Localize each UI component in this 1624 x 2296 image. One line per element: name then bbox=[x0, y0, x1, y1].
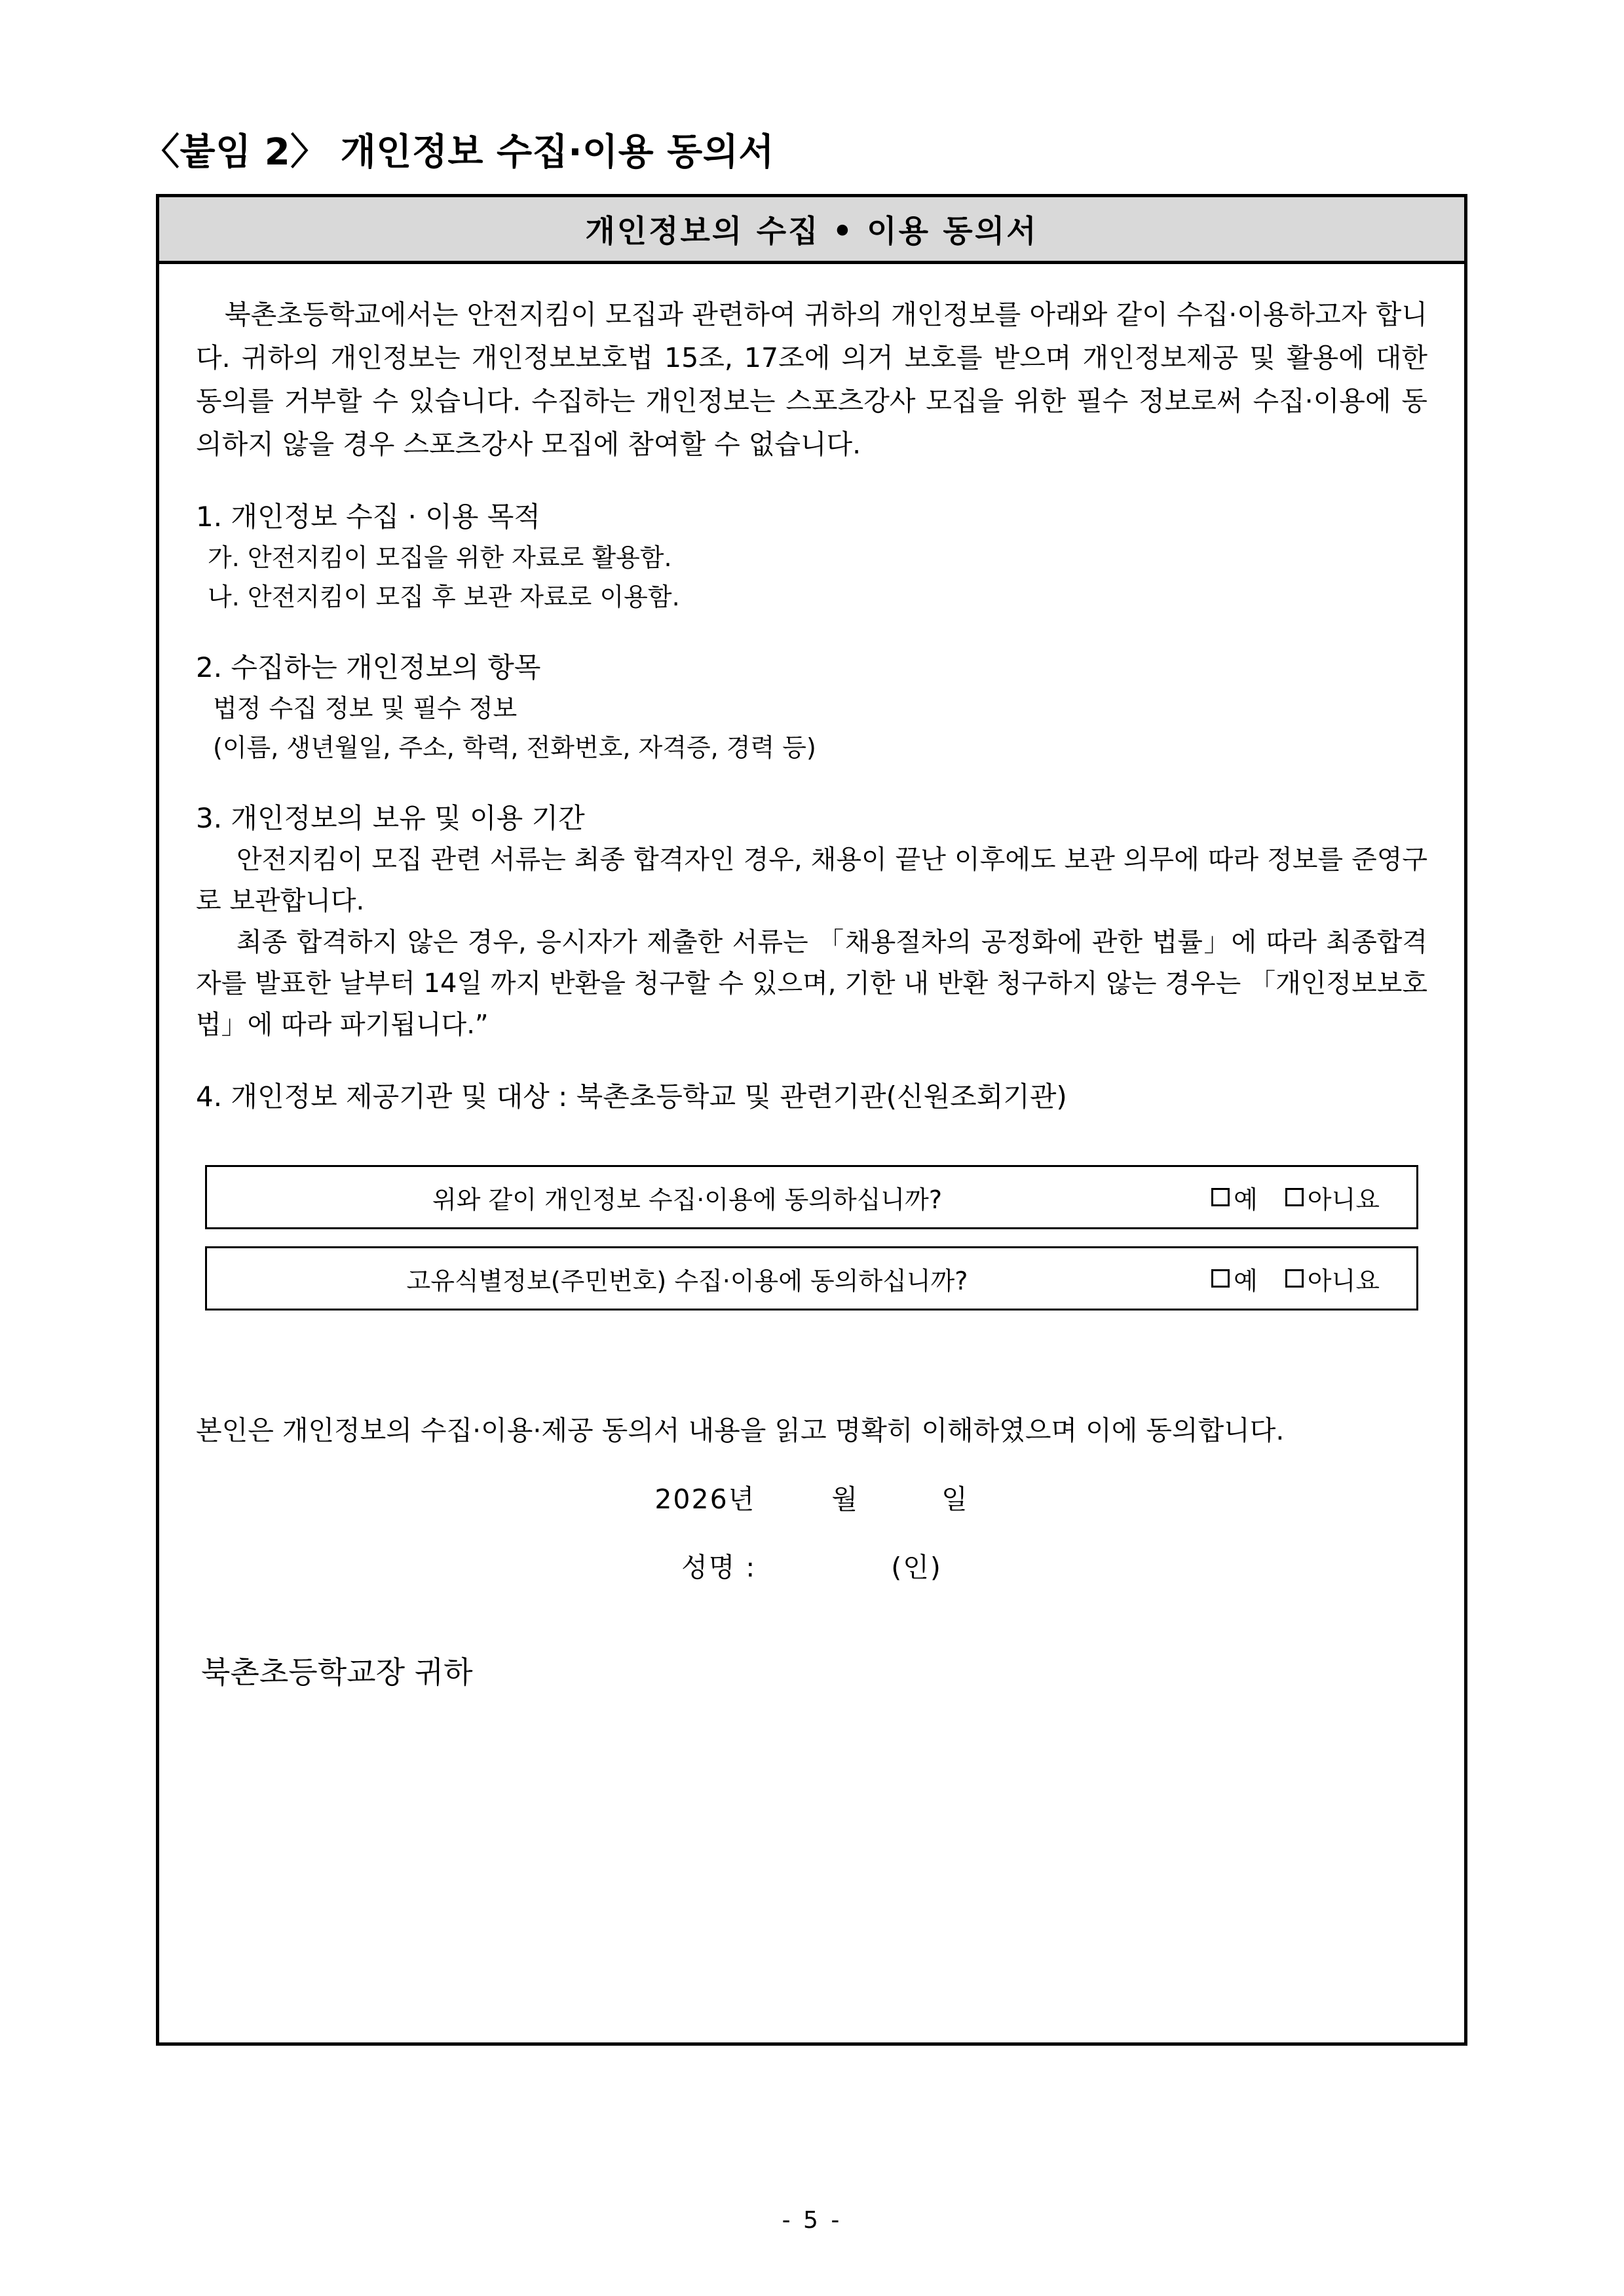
signature-month: 월 bbox=[831, 1483, 859, 1515]
signature-seal-label: (인) bbox=[891, 1552, 942, 1583]
consent-options-unique-id bbox=[1211, 1261, 1380, 1297]
consent-general-yes[interactable] bbox=[1211, 1179, 1258, 1215]
section-3-heading: 3. 개인정보의 보유 및 이용 기간 bbox=[196, 802, 585, 834]
section-2-line-b: (이름, 생년월일, 주소, 학력, 전화번호, 자격증, 경력 등) bbox=[213, 733, 816, 762]
consent-question-unique-id: 고유식별정보(주민번호) 수집·이용에 동의하십니까? bbox=[406, 1266, 968, 1295]
signature-name-line bbox=[196, 1546, 1427, 1588]
form-body bbox=[159, 264, 1464, 1693]
consent-unique-id-no[interactable] bbox=[1285, 1261, 1380, 1297]
section-4-heading: 4. 개인정보 제공기관 및 대상 : 북촌초등학교 및 관련기관(신원조회기관) bbox=[196, 1081, 1067, 1113]
section-1-heading: 1. 개인정보 수집 · 이용 목적 bbox=[196, 501, 540, 533]
addressee-line: 북촌초등학교장 귀하 bbox=[201, 1655, 473, 1690]
consent-general-no-label: 아니요 bbox=[1307, 1185, 1380, 1214]
consent-unique-id-yes-label: 예 bbox=[1234, 1266, 1258, 1295]
signature-day: 일 bbox=[941, 1483, 969, 1515]
form-header bbox=[159, 197, 1464, 264]
signature-date-line bbox=[196, 1478, 1427, 1520]
checkbox-icon[interactable] bbox=[1285, 1188, 1304, 1206]
consent-general-yes-label: 예 bbox=[1234, 1185, 1258, 1214]
attachment-title: 〈붙임 2〉 개인정보 수집·이용 동의서 bbox=[143, 131, 774, 174]
spacer bbox=[196, 1311, 1427, 1409]
consent-unique-id-no-label: 아니요 bbox=[1307, 1266, 1380, 1295]
checkbox-icon[interactable] bbox=[1211, 1188, 1230, 1206]
consent-options-general bbox=[1211, 1179, 1380, 1215]
consent-form-frame bbox=[156, 194, 1467, 2046]
spacer bbox=[196, 1452, 1427, 1478]
consent-row-unique-id[interactable] bbox=[205, 1246, 1418, 1311]
section-3-paragraph-1: 안전지킴이 모집 관련 서류는 최종 합격자인 경우, 채용이 끝난 이후에도 보관 의무에 따라 정보를 준영구로 보관합니다. bbox=[196, 845, 1427, 916]
section-2-line-a: 법정 수집 정보 및 필수 정보 bbox=[213, 694, 518, 723]
section-1-line-b: 나. 안전지킴이 모집 후 보관 자료로 이용함. bbox=[208, 583, 680, 611]
checkbox-icon[interactable] bbox=[1285, 1269, 1304, 1288]
section-1-line-a: 가. 안전지킴이 모집을 위한 자료로 활용함. bbox=[208, 543, 672, 572]
page-number: - 5 - bbox=[782, 2207, 842, 2234]
spacer bbox=[196, 1588, 1427, 1651]
signature-year: 2026년 bbox=[654, 1483, 756, 1515]
form-header-title: 개인정보의 수집 • 이용 동의서 bbox=[585, 214, 1038, 250]
spacer bbox=[196, 1118, 1427, 1165]
section-3-paragraph-2: 최종 합격하지 않은 경우, 응시자가 제출한 서류는 「채용절차의 공정화에 관한 법률」에 따라 최종합격자를 발표한 날부터 14일 까지 반환을 청구할 수 있으며, 기한 내 반환 청구하지 않는 경우는 「개인정보보호법」에 따라 파기됩니다.” bbox=[196, 927, 1427, 1040]
intro-paragraph: 북촌초등학교에서는 안전지킴이 모집과 관련하여 귀하의 개인정보를 아래와 같이 수집·이용하고자 합니다. 귀하의 개인정보는 개인정보보호법 15조, 17조에 의거 보호를 받으며 개인정보제공 및 활용에 대한 동의를 거부할 수 있습니다. 수집하는 개인정보는 스포츠강사 모집을 위한 필수 정보로써 수집·이용에 동의하지 않을 경우 스포츠강사 모집에 참여할 수 없습니다. bbox=[196, 299, 1427, 460]
consent-question-general: 위와 같이 개인정보 수집·이용에 동의하십니까? bbox=[432, 1185, 943, 1214]
signature-name-label: 성명 : bbox=[681, 1552, 757, 1583]
spacer bbox=[196, 1520, 1427, 1546]
consent-unique-id-yes[interactable] bbox=[1211, 1261, 1258, 1297]
consent-general-no[interactable] bbox=[1285, 1179, 1380, 1215]
closing-statement: 본인은 개인정보의 수집·이용·제공 동의서 내용을 읽고 명확히 이해하였으며 이에 동의합니다. bbox=[196, 1415, 1285, 1446]
checkbox-icon[interactable] bbox=[1211, 1269, 1230, 1288]
consent-row-general[interactable] bbox=[205, 1165, 1418, 1229]
section-2-heading: 2. 수집하는 개인정보의 항목 bbox=[196, 651, 541, 683]
